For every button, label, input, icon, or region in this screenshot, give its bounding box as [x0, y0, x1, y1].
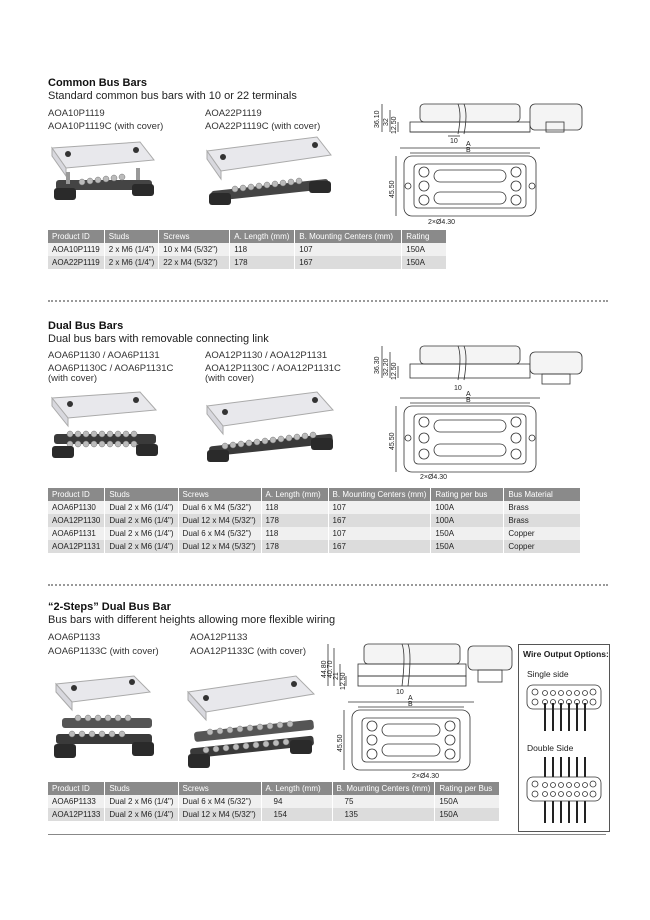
- dim-width: 10: [454, 385, 462, 392]
- table-cell: Dual 12 x M4 (5/32"): [178, 808, 261, 821]
- product-cover-name: AOA12P1133C (with cover): [190, 646, 306, 657]
- table-header: A. Length (mm): [261, 782, 332, 795]
- table-cell: Dual 2 x M6 (1/4"): [105, 808, 178, 821]
- table-cell: 107: [328, 501, 431, 514]
- table-header: Bus Material: [504, 488, 581, 501]
- table-cell: 167: [328, 540, 431, 553]
- product-cover-note: (with cover): [205, 373, 255, 384]
- dim-a: A: [408, 695, 413, 702]
- product-name: AOA6P1133: [48, 632, 101, 643]
- table-cell: AOA6P1130: [48, 501, 105, 514]
- product-cover-name: AOA6P1133C (with cover): [48, 646, 159, 657]
- spec-table: [48, 230, 447, 269]
- dim-b: B: [408, 701, 413, 708]
- table-cell: AOA10P1119: [48, 243, 104, 256]
- table-header: Studs: [104, 230, 159, 243]
- section-title: Dual Bus Bars: [48, 320, 124, 332]
- table-cell: AOA22P1119: [48, 256, 104, 269]
- two-step-bus-bar-12-image: [186, 672, 321, 782]
- table-header: Product ID: [48, 782, 105, 795]
- table-cell: AOA12P1133: [48, 808, 105, 821]
- technical-drawing: [370, 100, 590, 230]
- table-cell: Brass: [504, 501, 581, 514]
- section-subtitle: Bus bars with different heights allowing more flexible wiring: [48, 614, 336, 626]
- table-header: Studs: [105, 782, 178, 795]
- table-cell: 107: [328, 527, 431, 540]
- dual-bus-bar-12-image: [205, 388, 337, 470]
- table-header: A. Length (mm): [261, 488, 328, 501]
- technical-drawing: [370, 342, 590, 482]
- table-cell: Copper: [504, 540, 581, 553]
- dim-hole: 2×Ø4.30: [412, 773, 440, 780]
- table-header: Studs: [105, 488, 178, 501]
- product-name: AOA22P1119: [205, 108, 262, 119]
- product-cover-name: AOA22P1119C (with cover): [205, 121, 321, 132]
- table-cell: 150A: [435, 795, 500, 808]
- bottom-rule: [48, 834, 606, 835]
- product-cover-note: (with cover): [48, 373, 98, 384]
- table-cell: Dual 6 x M4 (5/32"): [178, 527, 261, 540]
- table-cell: Dual 2 x M6 (1/4"): [105, 795, 178, 808]
- table-cell: 107: [295, 243, 402, 256]
- table-cell: Dual 12 x M4 (5/32"): [178, 540, 261, 553]
- dim-depth: 45.50: [389, 180, 396, 198]
- table-cell: Copper: [504, 527, 581, 540]
- table-cell: 118: [230, 243, 295, 256]
- product-name: AOA6P1130 / AOA6P1131: [48, 350, 160, 361]
- bus-bar-10-image: [48, 138, 158, 208]
- double-side-label: Double Side: [527, 743, 574, 753]
- table-cell: 178: [230, 256, 295, 269]
- table-cell: 178: [261, 514, 328, 527]
- wire-options-title: Wire Output Options:: [523, 649, 609, 659]
- technical-drawing: [318, 640, 516, 780]
- table-cell: 22 x M4 (5/32"): [159, 256, 230, 269]
- table-cell: AOA6P1131: [48, 527, 105, 540]
- table-cell: 154: [261, 808, 332, 821]
- table-cell: Dual 2 x M6 (1/4"): [105, 501, 178, 514]
- table-header: A. Length (mm): [230, 230, 295, 243]
- table-cell: 118: [261, 501, 328, 514]
- section-title: Common Bus Bars: [48, 77, 148, 89]
- table-cell: 135: [332, 808, 435, 821]
- table-cell: 100A: [431, 514, 504, 527]
- product-name: AOA12P1130 / AOA12P1131: [205, 350, 328, 361]
- dim-height-1: 44.80: [321, 660, 328, 678]
- table-cell: 150A: [431, 540, 504, 553]
- table-cell: 75: [332, 795, 435, 808]
- dim-a: A: [466, 141, 471, 148]
- single-side-diagram: [525, 683, 603, 735]
- section-title: “2-Steps” Dual Bus Bar: [48, 601, 171, 613]
- double-side-diagram: [525, 755, 603, 825]
- table-row: [48, 540, 581, 553]
- dim-height-3: 21: [333, 672, 340, 680]
- dim-width: 10: [450, 138, 458, 145]
- table-cell: 178: [261, 540, 328, 553]
- table-row: [48, 501, 581, 514]
- dim-width: 10: [396, 689, 404, 696]
- dim-a: A: [466, 391, 471, 398]
- dim-height-2: 40.70: [327, 660, 334, 678]
- table-cell: 150A: [431, 527, 504, 540]
- product-name: AOA12P1133: [190, 632, 248, 643]
- table-row: [48, 795, 500, 808]
- dim-hole: 2×Ø4.30: [420, 474, 448, 481]
- table-cell: AOA12P1131: [48, 540, 105, 553]
- table-header: B. Mounting Centers (mm): [332, 782, 435, 795]
- table-header: Rating: [402, 230, 447, 243]
- table-header: B. Mounting Centers (mm): [328, 488, 431, 501]
- dim-b: B: [466, 397, 471, 404]
- table-row: [48, 256, 447, 269]
- table-cell: 150A: [435, 808, 500, 821]
- product-name: AOA10P1119: [48, 108, 105, 119]
- table-cell: Dual 6 x M4 (5/32"): [178, 795, 261, 808]
- table-cell: 2 x M6 (1/4"): [104, 256, 159, 269]
- dim-height-4: 12.50: [340, 672, 347, 690]
- table-header: B. Mounting Centers (mm): [295, 230, 402, 243]
- table-cell: Dual 12 x M4 (5/32"): [178, 514, 261, 527]
- section-divider: [48, 584, 608, 586]
- dim-depth: 45.50: [337, 734, 344, 752]
- dim-height-1: 36.10: [374, 110, 381, 128]
- dim-depth: 45.50: [389, 432, 396, 450]
- table-cell: Dual 2 x M6 (1/4"): [105, 514, 178, 527]
- table-row: [48, 527, 581, 540]
- product-cover-name: AOA12P1130C / AOA12P1131C: [205, 363, 341, 374]
- dim-height-2: 32: [383, 118, 390, 126]
- table-cell: 118: [261, 527, 328, 540]
- table-cell: AOA6P1133: [48, 795, 105, 808]
- table-header: Screws: [178, 488, 261, 501]
- wire-output-options: [518, 644, 610, 832]
- product-cover-name: AOA6P1130C / AOA6P1131C: [48, 363, 174, 374]
- table-header: Rating per bus: [431, 488, 504, 501]
- dim-height-3: 12.50: [391, 362, 398, 380]
- table-cell: 167: [328, 514, 431, 527]
- table-header: Product ID: [48, 488, 105, 501]
- section-subtitle: Dual bus bars with removable connecting link: [48, 333, 269, 345]
- table-cell: Dual 2 x M6 (1/4"): [105, 540, 178, 553]
- single-side-label: Single side: [527, 669, 569, 679]
- dim-height-2: 32.20: [383, 358, 390, 376]
- product-cover-name: AOA10P1119C (with cover): [48, 121, 164, 132]
- table-cell: AOA12P1130: [48, 514, 105, 527]
- spec-table: [48, 488, 581, 553]
- table-cell: 150A: [402, 243, 447, 256]
- table-cell: 94: [261, 795, 332, 808]
- table-cell: 100A: [431, 501, 504, 514]
- dim-hole: 2×Ø4.30: [428, 219, 456, 226]
- table-header: Screws: [159, 230, 230, 243]
- table-cell: Dual 6 x M4 (5/32"): [178, 501, 261, 514]
- dual-bus-bar-6-image: [48, 388, 163, 468]
- table-row: [48, 514, 581, 527]
- table-cell: 2 x M6 (1/4"): [104, 243, 159, 256]
- dim-height-3: 12.50: [391, 116, 398, 134]
- spec-table: [48, 782, 500, 821]
- dim-b: B: [466, 147, 471, 154]
- table-header: Rating per Bus: [435, 782, 500, 795]
- section-divider: [48, 300, 608, 302]
- dim-height-1: 36.30: [374, 356, 381, 374]
- table-cell: 150A: [402, 256, 447, 269]
- table-cell: Dual 2 x M6 (1/4"): [105, 527, 178, 540]
- bus-bar-22-image: [205, 135, 335, 213]
- two-step-bus-bar-6-image: [52, 672, 162, 772]
- table-header: Product ID: [48, 230, 104, 243]
- table-row: [48, 243, 447, 256]
- table-header: Screws: [178, 782, 261, 795]
- table-cell: 167: [295, 256, 402, 269]
- table-cell: 10 x M4 (5/32"): [159, 243, 230, 256]
- table-cell: Brass: [504, 514, 581, 527]
- table-row: [48, 808, 500, 821]
- section-subtitle: Standard common bus bars with 10 or 22 terminals: [48, 90, 297, 102]
